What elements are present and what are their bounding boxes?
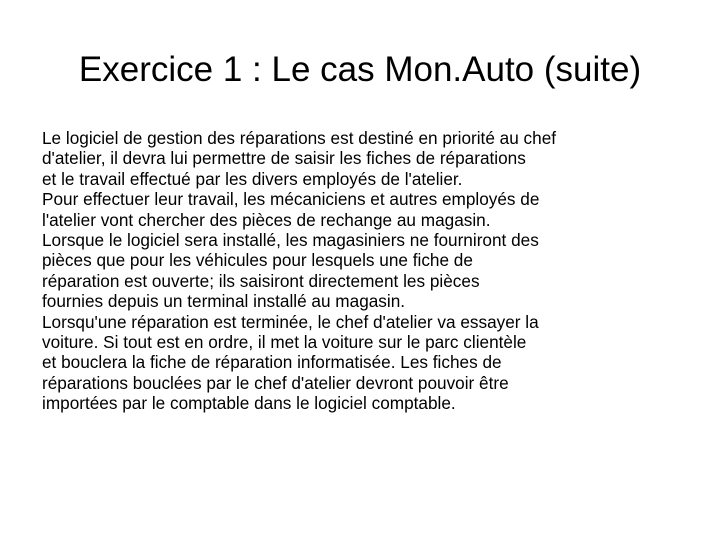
paragraph-line: Lorsqu'une réparation est terminée, le chef d'atelier va essayer la — [42, 311, 539, 332]
paragraph-line: pièces que pour les véhicules pour lesquels une fiche de — [42, 250, 473, 271]
paragraph-line: réparation est ouverte; ils saisiront directement les pièces — [42, 270, 480, 291]
paragraph-line: fournies depuis un terminal installé au magasin. — [42, 291, 406, 312]
paragraph-1 — [42, 128, 682, 312]
paragraph-line: l'atelier vont chercher des pièces de rechange au magasin. — [42, 209, 491, 230]
paragraph-line: Le logiciel de gestion des réparations est destiné en priorité au chef — [42, 128, 557, 148]
slide-title: Exercice 1 : Le cas Mon.Auto (suite) — [78, 50, 642, 89]
paragraph-line: et bouclera la fiche de réparation informatisée. Les fiches de — [42, 352, 502, 373]
paragraph-2 — [42, 312, 682, 414]
slide-body — [42, 128, 682, 414]
paragraph-line: réparations bouclées par le chef d'atelier devront pouvoir être — [42, 372, 509, 393]
paragraph-line: d'atelier, il devra lui permettre de saisir les fiches de réparations — [42, 148, 526, 169]
paragraph-line: et le travail effectué par les divers employés de l'atelier. — [42, 168, 463, 189]
paragraph-line: Lorsque le logiciel sera installé, les magasiniers ne fourniront des — [42, 230, 539, 251]
paragraph-line: voiture. Si tout est en ordre, il met la voiture sur le parc clientèle — [42, 332, 527, 353]
paragraph-line: importées par le comptable dans le logiciel comptable. — [42, 393, 456, 414]
paragraph-line: Pour effectuer leur travail, les mécaniciens et autres employés de — [42, 189, 540, 210]
